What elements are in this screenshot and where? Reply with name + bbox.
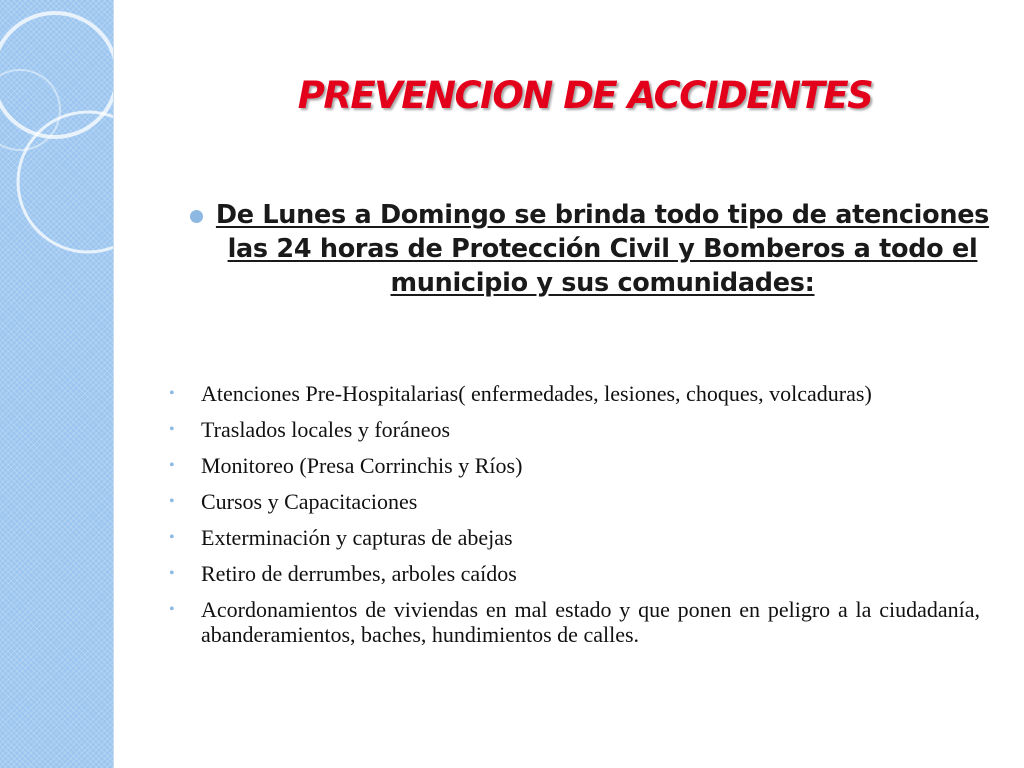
bullet-icon: • [169, 493, 175, 510]
list-item-text: Atenciones Pre-Hospitalarias( enfermedades, lesiones, choques, volcaduras) [201, 381, 872, 406]
list-item-text: Acordonamientos de viviendas en mal estado y que ponen en peligro a la ciudadanía, abanderamientos, baches, hundimientos de calles. [201, 597, 980, 647]
list-item [165, 381, 980, 406]
lead-text: De Lunes a Domingo se brinda todo tipo de atenciones las 24 horas de Protección Civil y Bomberos a todo el municipio y sus comunidades: [215, 200, 990, 298]
bullet-icon: • [169, 529, 175, 546]
list-item [165, 525, 980, 550]
list-item [165, 489, 980, 514]
list-item-text: Cursos y Capacitaciones [201, 489, 418, 514]
panel-edge-line [113, 0, 114, 768]
list-item-text: Exterminación y capturas de abejas [201, 525, 513, 550]
list-item [165, 561, 980, 586]
list-item [165, 453, 980, 478]
list-item-text: Traslados locales y foráneos [201, 417, 451, 442]
side-decoration-panel [0, 0, 113, 768]
list-item-text: Retiro de derrumbes, arboles caídos [201, 561, 517, 586]
bullet-icon: • [169, 601, 175, 618]
slide-title: PREVENCION DE ACCIDENTES [297, 74, 873, 117]
bullet-icon: • [169, 457, 175, 474]
decorative-circles [0, 0, 113, 768]
bullet-icon: • [169, 421, 175, 438]
service-list [165, 381, 980, 658]
bullet-dot-icon [190, 210, 203, 223]
list-item-text: Monitoreo (Presa Corrinchis y Ríos) [201, 453, 523, 478]
list-item [165, 417, 980, 442]
bullet-icon: • [169, 385, 175, 402]
bullet-icon: • [169, 565, 175, 582]
lead-paragraph [190, 198, 990, 300]
list-item [165, 597, 980, 647]
